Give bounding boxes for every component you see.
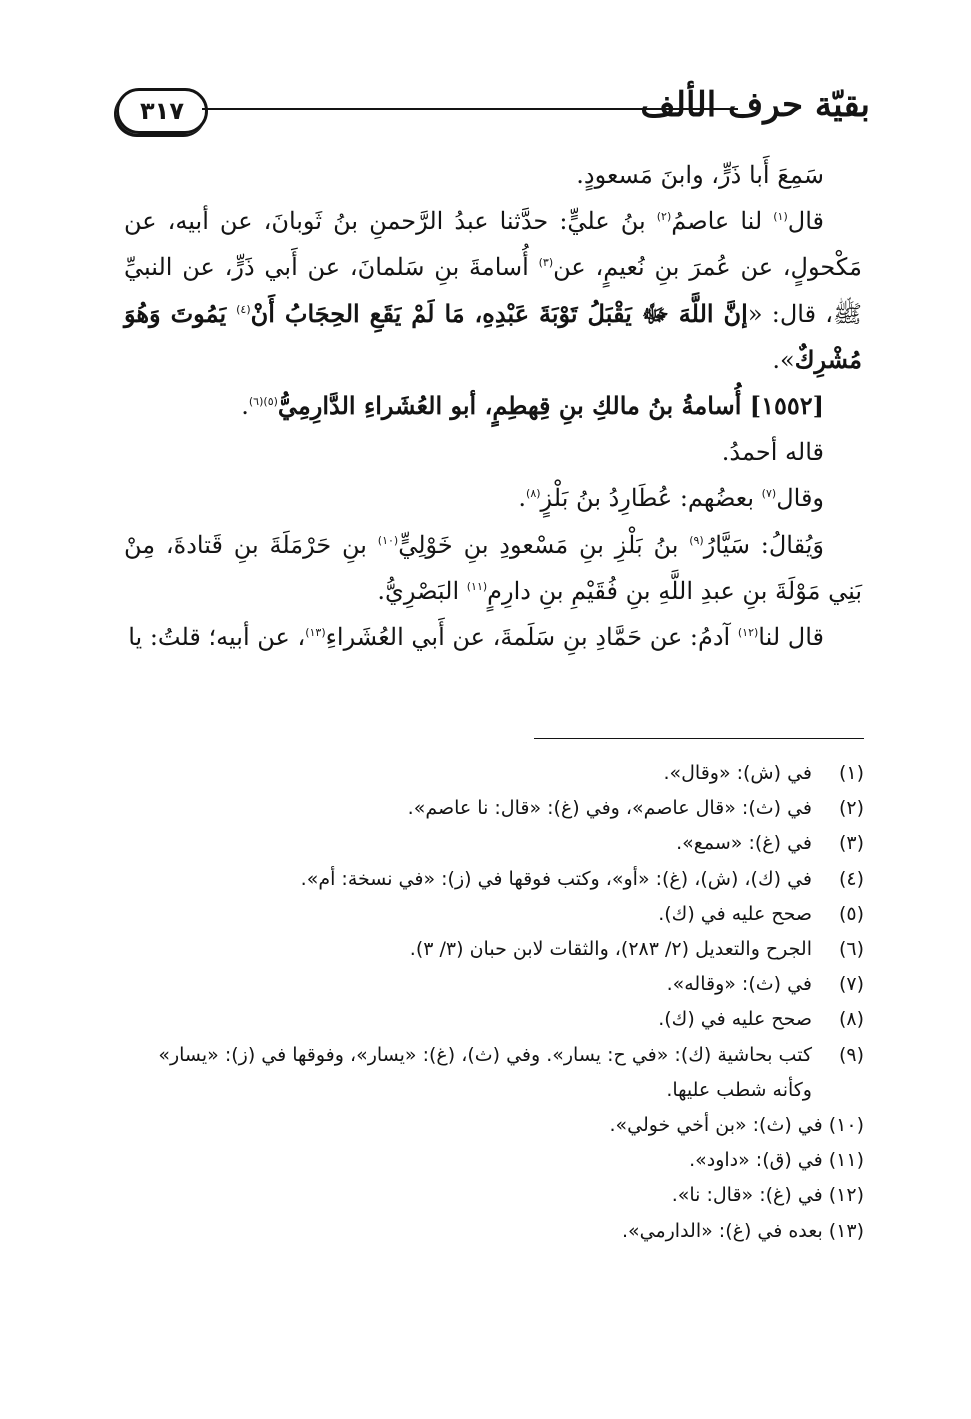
footnote-number: (١٣) <box>828 1219 864 1242</box>
footnote-number: (٥) <box>838 902 864 925</box>
footnote-item <box>118 967 864 1002</box>
footnote-number: (٧) <box>838 973 864 996</box>
entry-number: [١٥٥٢] <box>749 391 824 421</box>
footnote-text: في (ش): «وقال». <box>663 762 812 784</box>
footnote-number: (٢) <box>838 797 864 820</box>
footnote-number: (٣) <box>838 832 864 855</box>
text-run: . <box>518 484 527 513</box>
footnote-ref: (١) <box>773 210 788 224</box>
header-rule <box>202 108 738 110</box>
footnote-item <box>118 756 864 791</box>
footnote-number: (٩) <box>838 1043 864 1066</box>
text-run: وَيُقالُ: سَيَّارُ <box>703 530 824 559</box>
footnote-text: في (ث): «بن أخي خولي». <box>609 1114 823 1137</box>
footnote-ref: (١٢) <box>737 626 759 640</box>
text-run: وقال <box>776 484 824 513</box>
paragraph-6 <box>124 522 862 614</box>
entry-heading: أُسامةُ بنُ مالكِ بنِ قِهطِمٍ، أبو العُشَراءِ الدَّارِمِيُّ <box>277 391 750 421</box>
running-header <box>110 84 870 144</box>
footnote-ref: (٣) <box>538 256 554 270</box>
text-run: آدمُ: عن حَمَّادِ بنِ سَلَمةَ، عن أَبي العُشَراءِ <box>325 623 738 652</box>
footnote-text: صحح عليه في (ك). <box>658 1008 812 1031</box>
footnote-item <box>118 826 864 861</box>
footnote-text: بعده في (غ): «الدارمي». <box>621 1219 823 1242</box>
footnote-text: في (ث): «قال عاصم»، وفي (غ): «قال: نا عاصم». <box>407 797 812 820</box>
footnote-item <box>118 862 864 897</box>
footnote-text: في (ك)، (ش)، (غ): «أو»، وكتب فوقها في (ز): «في نسخة: أم». <box>300 867 812 890</box>
text-run: بنُ عليٍّ: حدَّثنا عبدُ الرَّحمنِ بنُ ثَوبانَ، عن أبيه، عن مَكْحولٍ، عن عُمرَ بنِ نُعيمٍ، عن <box>124 207 862 282</box>
footnote-text: صحح عليه في (ك). <box>658 902 812 925</box>
footnote-ref: (٨) <box>526 487 541 501</box>
text-run: بعضُهم: عُطَارِدُ بنُ بَلْزٍ <box>540 484 762 513</box>
footnote-number: (١٠) <box>828 1114 864 1137</box>
footnote-item <box>118 1214 864 1249</box>
hadith-text: يَمُوتَ وَهُوَ مُشْرِكٌ <box>124 298 862 374</box>
footnote-item <box>118 1108 864 1143</box>
footnote-ref: (٧) <box>761 487 777 501</box>
footnotes <box>118 756 864 1249</box>
footnote-item <box>118 1002 864 1037</box>
footnote-number: (١) <box>838 762 864 784</box>
footnote-text: كتب بحاشية (ك): «في ح: يسار». وفي (ث)، (غ): «يسار»، وفوقها في (ز): «يسار» وكأنه شطب عليها. <box>158 1043 812 1101</box>
text-run: لنا عاصمُ <box>671 207 774 236</box>
hadith-text: إنَّ اللَّهَ ﷻ يَقْبَلُ تَوْبَةَ عَبْدِهِ، مَا لَمْ يَقَعِ الحِجَابُ أَنْ <box>250 298 748 328</box>
footnote-ref: (٩) <box>689 533 704 547</box>
paragraph-1: سَمِعَ أَبا ذَرٍّ، وابنَ مَسعودٍ. <box>576 161 824 189</box>
footnote-number: (٤) <box>838 867 864 890</box>
paragraph-3-entry-heading <box>124 383 862 429</box>
text-run: بنُ بَلْزِ بنِ مَسْعودِ بنِ خَوْلِيٍّ <box>398 530 690 559</box>
footnote-item <box>118 1038 864 1108</box>
text-run: قال <box>787 207 824 236</box>
footnote-number: (١٢) <box>828 1184 864 1207</box>
paragraph-7 <box>124 614 862 660</box>
text-run: ، عن أبيه؛ قلتُ: يا <box>128 623 306 652</box>
footnote-ref: (٥)(٦) <box>248 395 278 409</box>
paragraph-4: قاله أحمدُ. <box>721 438 824 467</box>
page-number: ٣١٧ <box>140 97 184 125</box>
footnote-separator <box>534 738 864 739</box>
footnote-text: في (ق): «داود». <box>689 1149 823 1172</box>
footnote-ref: (١٠) <box>377 533 399 547</box>
text-run: أُسامةَ بنِ سَلمانَ، عن أَبي ذَرٍّ، عن النبيِّ ﷺ، قال: « <box>124 253 862 328</box>
footnote-item <box>118 932 864 967</box>
footnote-ref: (١٣) <box>305 626 326 640</box>
footnote-item <box>118 791 864 826</box>
text-run: البَصْرِيُّ. <box>377 576 467 605</box>
footnote-item <box>118 1143 864 1178</box>
footnote-number: (٨) <box>838 1008 864 1031</box>
footnote-text: الجرح والتعديل (٢/ ٢٨٣)، والثقات لابن حبان (٣/ ٣). <box>409 938 812 961</box>
text-run: ». <box>772 345 795 374</box>
footnote-ref: (٤) <box>236 302 251 316</box>
footnote-text: في (غ): «سمع». <box>676 832 812 855</box>
running-title: بقيّة حرف الألف <box>640 85 870 125</box>
paragraph-2 <box>124 198 862 383</box>
footnote-item <box>118 1178 864 1213</box>
text-run: قال لنا <box>758 623 824 652</box>
text-run: بنِ حَرْمَلَةَ بنِ قَتادةَ، مِنْ بَنِي مَوْلَةَ بنِ عبدِ اللَّهِ بنِ فُقَيْمِ بنِ دارِمٍ <box>124 530 862 605</box>
footnote-text: في (ث): «وقاله». <box>666 973 812 996</box>
main-text <box>124 152 862 660</box>
footnote-ref: (١١) <box>466 579 488 593</box>
text-run: . <box>241 392 249 421</box>
page-number-badge <box>116 88 208 134</box>
footnote-ref: (٢) <box>656 210 672 224</box>
paragraph-5 <box>124 475 862 521</box>
footnote-number: (٦) <box>838 938 864 961</box>
footnote-item <box>118 897 864 932</box>
footnote-number: (١١) <box>828 1149 864 1172</box>
footnote-text: في (غ): «قال: نا». <box>671 1184 823 1207</box>
